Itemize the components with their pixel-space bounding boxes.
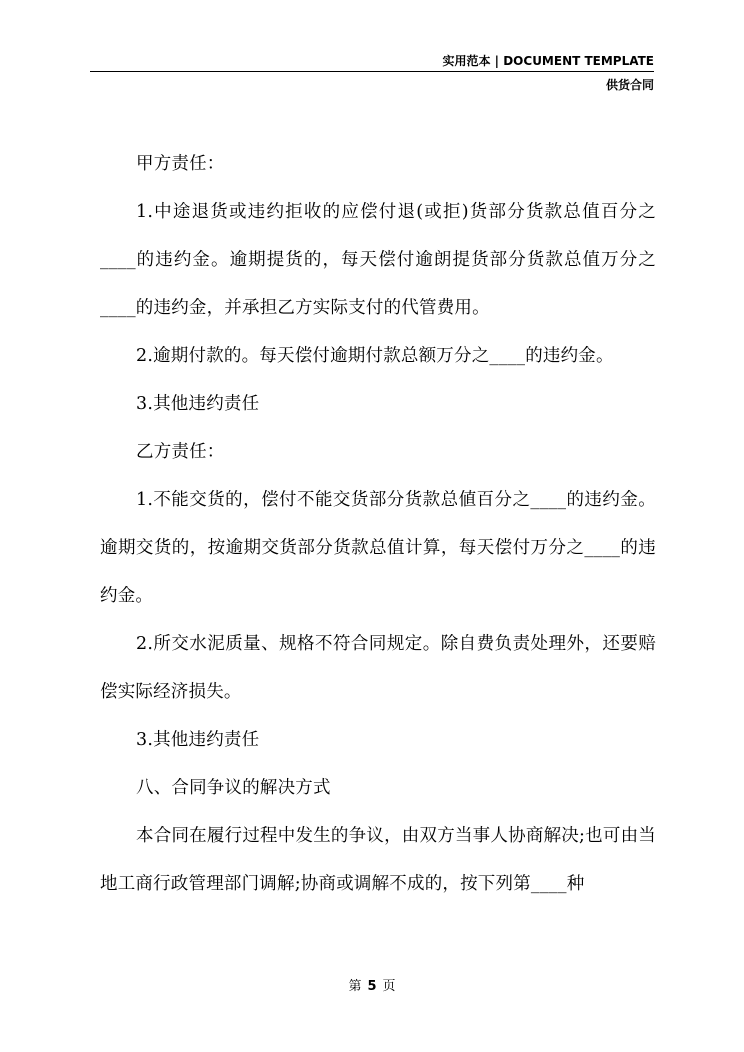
- header-template-label: 实用范本 | DOCUMENT TEMPLATE: [442, 54, 654, 68]
- header-divider: [90, 71, 654, 72]
- paragraph-party-a-item-1: 1.中途退货或违约拒收的应偿付退(或拒)货部分货款总值百分之____的违约金。逾期提货的，每天偿付逾朗提货部分货款总值万分之____的违约金，并承担乙方实际支付的代管费用。: [100, 202, 656, 318]
- paragraph-party-b-item-2: 2.所交水泥质量、规格不符合同规定。除自费负责处理外，还要赔偿实际经济损失。: [100, 634, 656, 702]
- section-heading-dispute: 八、合同争议的解决方式: [136, 778, 331, 798]
- paragraph-party-b-heading: 乙方责任：: [136, 442, 225, 462]
- document-body: [100, 140, 656, 908]
- paragraph-dispute-resolution: 本合同在履行过程中发生的争议，由双方当事人协商解决;也可由当地工商行政管理部门调解;协商或调解不成的，按下列第____种: [100, 826, 656, 894]
- paragraph-party-a-item-3: 3.其他违约责任: [136, 394, 260, 414]
- page-number: 5: [367, 979, 377, 994]
- page-footer: [0, 975, 744, 994]
- footer-suffix: 页: [382, 979, 396, 994]
- header-document-title: 供货合同: [605, 78, 654, 92]
- paragraph-party-a-item-2: 2.逾期付款的。每天偿付逾期付款总额万分之____的违约金。: [136, 346, 614, 366]
- footer-prefix: 第: [348, 979, 362, 994]
- paragraph-party-b-item-1: 1.不能交货的，偿付不能交货部分货款总値百分之____的违约金。逾期交货的，按逾期交货部分货款总值计算，每天偿付万分之____的违约金。: [100, 490, 656, 606]
- paragraph-party-a-heading: 甲方责任：: [136, 154, 225, 174]
- paragraph-party-b-item-3: 3.其他违约责任: [136, 730, 260, 750]
